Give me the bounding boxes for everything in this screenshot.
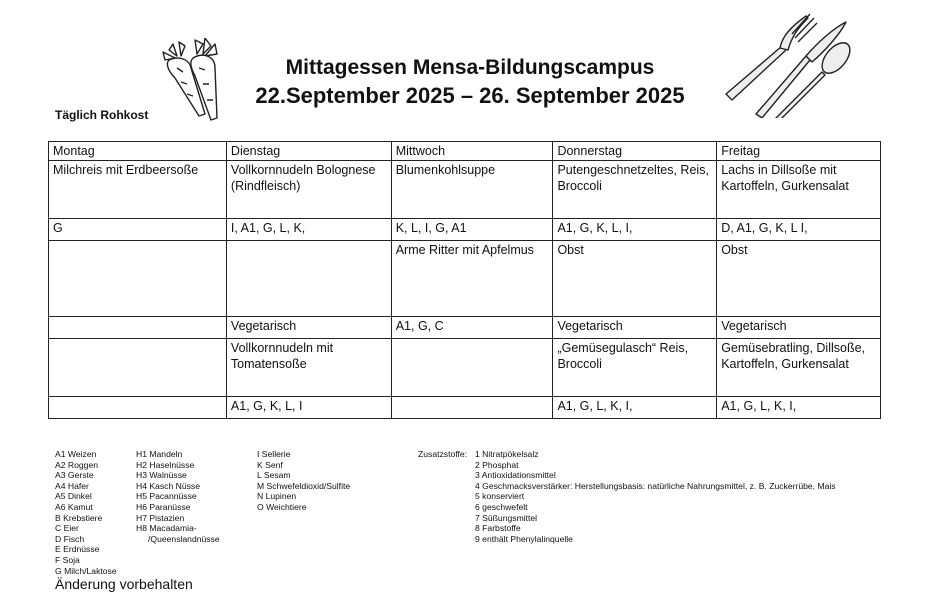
legend-item: 5 konserviert <box>475 491 525 502</box>
legend-item: D Fisch <box>55 533 85 544</box>
additives-legend <box>475 449 836 544</box>
table-cell: A1, G, K, L, I <box>226 397 391 419</box>
day-header: Dienstag <box>226 142 391 161</box>
date-range: 22.September 2025 – 26. September 2025 <box>255 83 685 108</box>
legend-item: 1 Nitratpökelsalz <box>475 449 539 459</box>
table-cell: „Gemüsegulasch“ Reis, Broccoli <box>553 339 717 397</box>
legend-item: F Soja <box>55 554 80 565</box>
table-cell: Vegetarisch <box>553 317 717 339</box>
table-cell: D, A1, G, K, L I, <box>717 219 881 241</box>
table-cell <box>391 339 553 397</box>
legend-item: C Eier <box>55 523 79 534</box>
footer-note: Änderung vorbehalten <box>55 576 193 592</box>
cutlery-icon <box>722 6 854 118</box>
table-cell: Vegetarisch <box>717 317 881 339</box>
table-cell: Arme Ritter mit Apfelmus <box>391 241 553 317</box>
legend-item: H4 Kasch Nüsse <box>136 480 201 491</box>
legend-item: 2 Phosphat <box>475 459 519 470</box>
legend-item: B Krebstiere <box>55 512 103 523</box>
legend-item: L Sesam <box>257 470 291 481</box>
table-cell: A1, G, C <box>391 317 553 339</box>
table-cell: G <box>49 219 227 241</box>
table-cell: Gemüsebratling, Dillsoße, Kartoffeln, Gurkensalat <box>717 339 881 397</box>
table-cell: Vegetarisch <box>226 317 391 339</box>
legend-item: G Milch/Laktose <box>55 565 117 576</box>
table-cell <box>391 397 553 419</box>
legend-item: I Sellerie <box>257 449 291 459</box>
table-row <box>49 317 881 339</box>
legend-item: /Queenslandnüsse <box>148 533 220 544</box>
legend-item: 6 geschwefelt <box>475 501 528 512</box>
table-cell: Blumenkohlsuppe <box>391 161 553 219</box>
day-header: Freitag <box>717 142 881 161</box>
legend-item: K Senf <box>257 459 283 470</box>
page-title: Mittagessen Mensa-Bildungscampus <box>285 56 655 79</box>
legend-item: O Weichtiere <box>257 501 307 512</box>
legend-item: H6 Paranüsse <box>136 501 191 512</box>
legend-item: H1 Mandeln <box>136 449 183 459</box>
day-header: Mittwoch <box>391 142 553 161</box>
table-row <box>49 339 881 397</box>
legend-item: 4 Geschmacksverstärker: Herstellungsbasis: natürliche Nahrungsmittel, z. B. Zuckerrübe, Mais <box>475 480 836 491</box>
header-row <box>49 142 881 161</box>
allergen-legend-h <box>136 449 220 544</box>
table-cell: Obst <box>717 241 881 317</box>
table-cell <box>49 397 227 419</box>
table-cell <box>49 317 227 339</box>
additives-label: Zusatzstoffe: <box>418 449 468 459</box>
table-row <box>49 397 881 419</box>
allergen-legend-a <box>55 449 117 576</box>
legend-item: 3 Antioxidationsmittel <box>475 470 556 481</box>
table-cell <box>226 241 391 317</box>
legend-item: 7 Süßungsmittel <box>475 512 538 523</box>
legend-item: A1 Weizen <box>55 449 97 459</box>
table-row <box>49 219 881 241</box>
table-cell: Putengeschnetzeltes, Reis, Broccoli <box>553 161 717 219</box>
legend-item: H7 Pistazien <box>136 512 185 523</box>
legend-item: H2 Haselnüsse <box>136 459 195 470</box>
legend-item: A3 Gerste <box>55 470 94 481</box>
legend-item: H3 Walnüsse <box>136 470 187 481</box>
table-cell: A1, G, L, K, I, <box>553 397 717 419</box>
table-row <box>49 161 881 219</box>
subtitle: Täglich Rohkost <box>55 108 149 122</box>
legend-item: M Schwefeldioxid/Sulfite <box>257 480 351 491</box>
table-cell <box>49 339 227 397</box>
legend-item: A6 Kamut <box>55 501 93 512</box>
table-row <box>49 241 881 317</box>
day-header: Donnerstag <box>553 142 717 161</box>
legend-item: 9 enthält Phenylalinquelle <box>475 533 573 544</box>
day-header: Montag <box>49 142 227 161</box>
table-cell: Obst <box>553 241 717 317</box>
legend-item: E Erdnüsse <box>55 544 100 555</box>
table-cell: Lachs in Dillsoße mit Kartoffeln, Gurkensalat <box>717 161 881 219</box>
legend-item: A2 Roggen <box>55 459 99 470</box>
table-cell: Vollkornnudeln Bolognese (Rindfleisch) <box>226 161 391 219</box>
table-cell: Milchreis mit Erdbeersoße <box>49 161 227 219</box>
legend-item: A5 Dinkel <box>55 491 92 502</box>
legend-item: A4 Hafer <box>55 480 89 491</box>
table-cell: K, L, I, G, A1 <box>391 219 553 241</box>
table-cell: A1, G, L, K, I, <box>717 397 881 419</box>
allergen-legend-i <box>257 449 350 513</box>
carrot-icon <box>155 38 237 122</box>
table-cell <box>49 241 227 317</box>
menu-table <box>48 141 881 419</box>
table-cell: A1, G, K, L, I, <box>553 219 717 241</box>
legend-item: H8 Macadamia- <box>136 523 197 534</box>
table-cell: Vollkornnudeln mit Tomatensoße <box>226 339 391 397</box>
table-cell: I, A1, G, L, K, <box>226 219 391 241</box>
legend-item: H5 Pacannüsse <box>136 491 197 502</box>
legend-item: 8 Farbstoffe <box>475 523 521 534</box>
legend-item: N Lupinen <box>257 491 297 502</box>
